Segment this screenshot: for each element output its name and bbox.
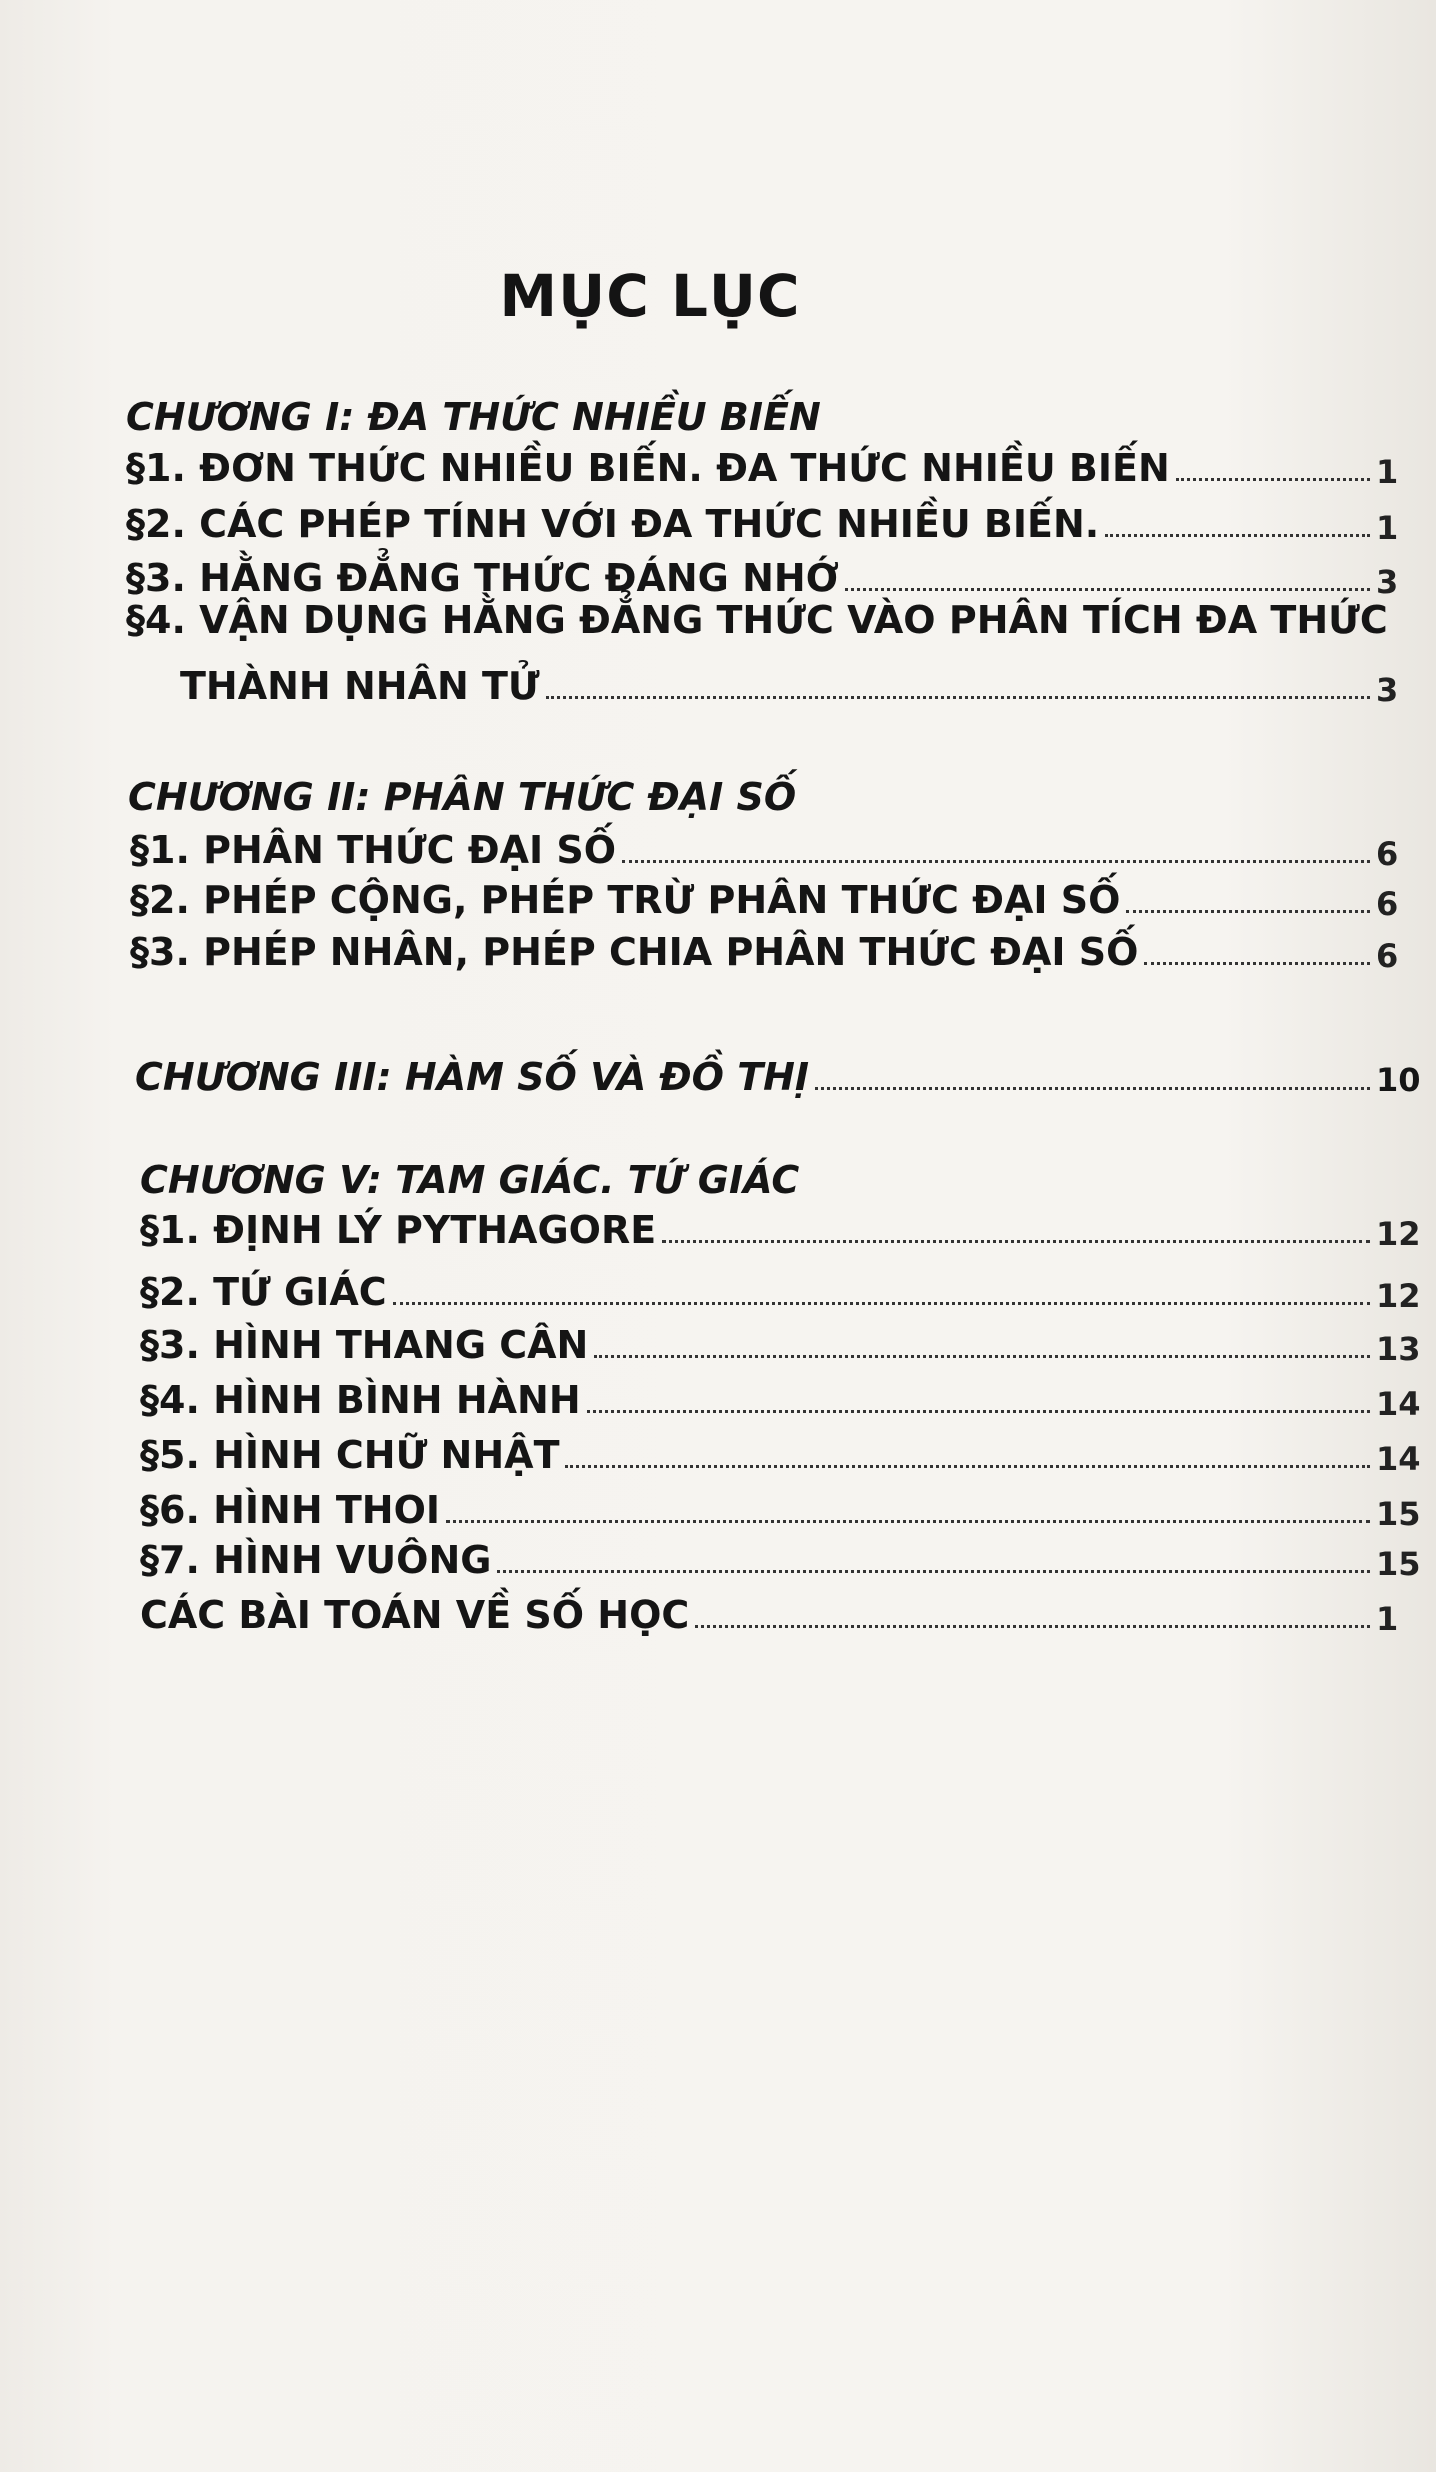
toc-entry-label: §3. HÌNH THANG CÂN <box>140 1323 589 1367</box>
toc-entry-page: 14 <box>1376 1384 1421 1423</box>
dot-leader <box>622 860 1370 863</box>
toc-entry-page: 15 <box>1376 1494 1421 1533</box>
toc-entry <box>126 600 1396 642</box>
dot-leader <box>815 1087 1370 1090</box>
toc-entry-label: §1. PHÂN THỨC ĐẠI SỐ <box>130 828 617 872</box>
toc-entry-page: 6 <box>1376 936 1399 975</box>
toc-entry-page: 13 <box>1376 1329 1421 1368</box>
toc-entry-page: 1 <box>1376 508 1399 547</box>
chapter-5-heading: CHƯƠNG V: TAM GIÁC. TỨ GIÁC <box>140 1158 800 1202</box>
toc-entry-label: §4. HÌNH BÌNH HÀNH <box>140 1378 581 1422</box>
toc-entry-page: 3 <box>1376 670 1399 709</box>
toc-entry-page: 3 <box>1376 562 1399 601</box>
toc-entry-label: §4. VẬN DỤNG HẰNG ĐẲNG THỨC VÀO PHÂN TÍCH ĐA THỨC <box>126 598 1388 642</box>
toc-entry-page: 15 <box>1376 1544 1421 1583</box>
chapter-2-heading: CHƯƠNG II: PHÂN THỨC ĐẠI SỐ <box>128 775 797 819</box>
dot-leader <box>446 1520 1370 1523</box>
dot-leader <box>587 1410 1370 1413</box>
toc-entry-page: 12 <box>1376 1214 1421 1253</box>
page-title: MỤC LỤC <box>499 262 801 330</box>
dot-leader <box>662 1240 1370 1243</box>
toc-entry <box>140 1270 1421 1315</box>
toc-entry-continuation <box>180 664 1399 709</box>
toc-entry <box>126 502 1399 547</box>
toc-entry-label: §1. ĐỊNH LÝ PYTHAGORE <box>140 1208 657 1252</box>
dot-leader <box>565 1465 1370 1468</box>
toc-entry <box>140 1538 1421 1583</box>
toc-entry-page: 6 <box>1376 834 1399 873</box>
toc-entry-page: 1 <box>1376 1599 1399 1638</box>
toc-entry <box>130 930 1399 975</box>
toc-entry-label: §6. HÌNH THOI <box>140 1488 441 1532</box>
toc-entry-label: §3. PHÉP NHÂN, PHÉP CHIA PHÂN THỨC ĐẠI SỐ <box>130 930 1139 974</box>
toc-entry <box>126 556 1399 601</box>
chapter-3-entry <box>135 1055 1421 1099</box>
toc-entry-label: §7. HÌNH VUÔNG <box>140 1538 492 1582</box>
toc-entry <box>126 446 1399 491</box>
toc-entry <box>130 878 1399 923</box>
toc-entry-label: §2. PHÉP CỘNG, PHÉP TRỪ PHÂN THỨC ĐẠI SỐ <box>130 878 1121 922</box>
toc-entry-page: 6 <box>1376 884 1399 923</box>
toc-entry <box>140 1488 1421 1533</box>
dot-leader <box>546 696 1370 699</box>
toc-entry <box>140 1323 1421 1368</box>
toc-entry-page: 10 <box>1376 1061 1421 1099</box>
toc-entry <box>140 1593 1399 1638</box>
dot-leader <box>1176 478 1370 481</box>
toc-entry-label: CÁC BÀI TOÁN VỀ SỐ HỌC <box>140 1593 690 1637</box>
toc-entry-page: 14 <box>1376 1439 1421 1478</box>
dot-leader <box>1144 962 1370 965</box>
toc-entry-page: 1 <box>1376 452 1399 491</box>
toc-entry-label: §3. HẰNG ĐẲNG THỨC ĐÁNG NHỚ <box>126 556 839 600</box>
dot-leader <box>497 1570 1370 1573</box>
dot-leader <box>1105 534 1370 537</box>
toc-entry <box>130 828 1399 873</box>
toc-entry-label: §5. HÌNH CHỮ NHẬT <box>140 1433 560 1477</box>
toc-entry <box>140 1378 1421 1423</box>
toc-entry-label: §2. CÁC PHÉP TÍNH VỚI ĐA THỨC NHIỀU BIẾN. <box>126 502 1100 546</box>
toc-entry-label: THÀNH NHÂN TỬ <box>180 664 540 708</box>
dot-leader <box>393 1302 1370 1305</box>
dot-leader <box>845 588 1370 591</box>
dot-leader <box>695 1625 1370 1628</box>
dot-leader <box>594 1355 1370 1358</box>
toc-entry-page: 12 <box>1376 1276 1421 1315</box>
toc-entry <box>140 1208 1421 1253</box>
dot-leader <box>1126 910 1370 913</box>
toc-entry-label: §1. ĐƠN THỨC NHIỀU BIẾN. ĐA THỨC NHIỀU BIẾN <box>126 446 1170 490</box>
chapter-3-heading: CHƯƠNG III: HÀM SỐ VÀ ĐỒ THỊ <box>135 1055 810 1099</box>
toc-entry <box>140 1433 1421 1478</box>
toc-entry-label: §2. TỨ GIÁC <box>140 1270 387 1314</box>
chapter-1-heading: CHƯƠNG I: ĐA THỨC NHIỀU BIẾN <box>126 395 821 439</box>
